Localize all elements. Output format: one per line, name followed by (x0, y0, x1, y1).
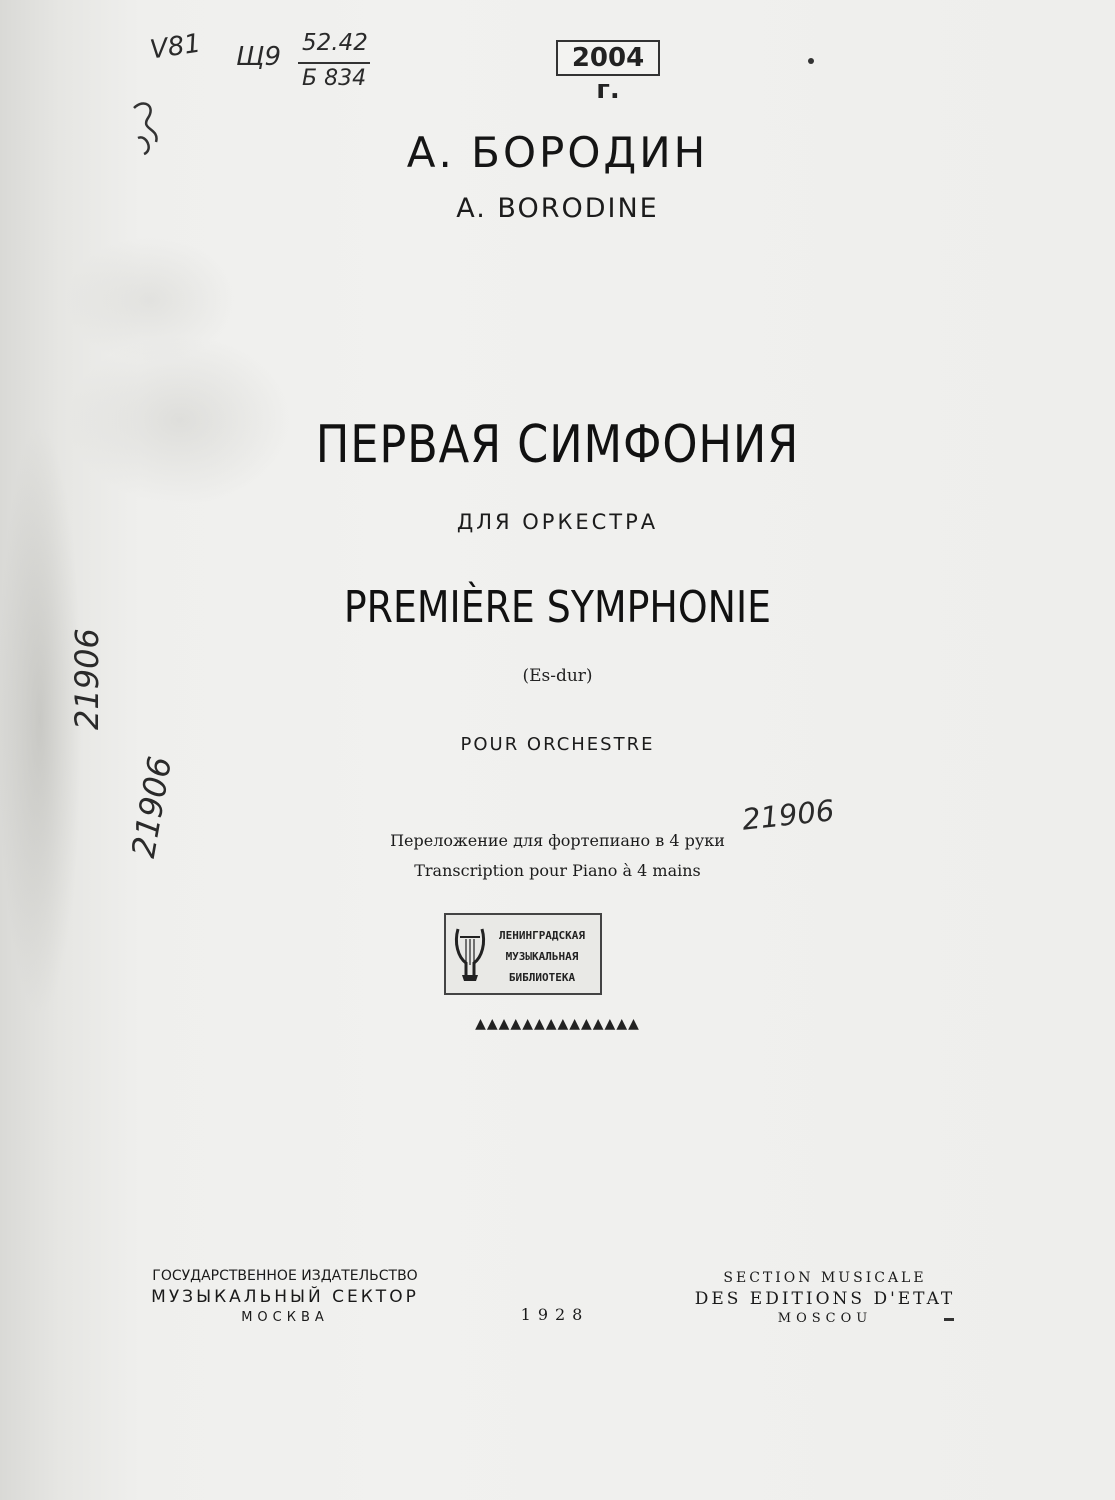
composer-name-ru: А. БОРОДИН (406, 128, 709, 177)
subtitle-ru: ДЛЯ ОРКЕСТРА (456, 510, 659, 534)
dot-mark (808, 58, 814, 64)
library-stamp-line3: БИБЛИОТЕКА (508, 971, 576, 984)
publisher-ru-line3: МОСКВА (241, 1310, 329, 1325)
publisher-ru-line2: МУЗЫКАЛЬНЫЙ СЕКТОР (151, 1287, 419, 1307)
subtitle-fr: POUR ORCHESTRE (460, 734, 655, 755)
key-signature: (Es-dur) (522, 666, 593, 686)
shelf-divider-line (298, 62, 370, 64)
transcription-fr: Transcription pour Piano à 4 mains (414, 861, 701, 880)
composer-name-fr: A. BORODINE (456, 193, 659, 224)
lyre-icon (452, 923, 488, 987)
library-stamp (444, 913, 602, 995)
handwritten-shelf-number: 52.42 (302, 30, 368, 56)
publisher-fr-line2: DES EDITIONS D'ETAT (694, 1289, 956, 1309)
handwritten-margin-number-2: 21906 (124, 753, 180, 861)
handwritten-shelf-letter: Б 834 (302, 66, 367, 91)
publication-year: 1928 (520, 1305, 590, 1324)
publisher-fr-line1: SECTION MUSICALE (723, 1270, 927, 1286)
publisher-fr-line3: MOSCOU (777, 1311, 873, 1326)
decorative-ornament: ▲▲▲▲▲▲▲▲▲▲▲▲▲▲ (475, 1016, 640, 1032)
handwritten-right-number: 21906 (740, 793, 836, 837)
transcription-ru: Переложение для фортепиано в 4 руки (390, 831, 725, 850)
year-stamp: 2004 г. (556, 40, 660, 76)
title-fr: PREMIÈRE SYMPHONIE (343, 582, 772, 633)
handwritten-shelf-code: Щ9 (236, 42, 281, 72)
library-stamp-line1: ЛЕНИНГРАДСКАЯ (498, 929, 586, 942)
publisher-ru-line1: ГОСУДАРСТВЕННОЕ ИЗДАТЕЛЬСТВО (152, 1268, 418, 1284)
title-ru: ПЕРВАЯ СИМФОНИЯ (315, 415, 800, 475)
handwritten-corner-mark: V81 (148, 28, 203, 66)
library-stamp-line2: МУЗЫКАЛЬНАЯ (505, 950, 579, 963)
handwritten-margin-number-1: 21906 (68, 628, 106, 730)
small-arrow-mark (944, 1318, 954, 1321)
